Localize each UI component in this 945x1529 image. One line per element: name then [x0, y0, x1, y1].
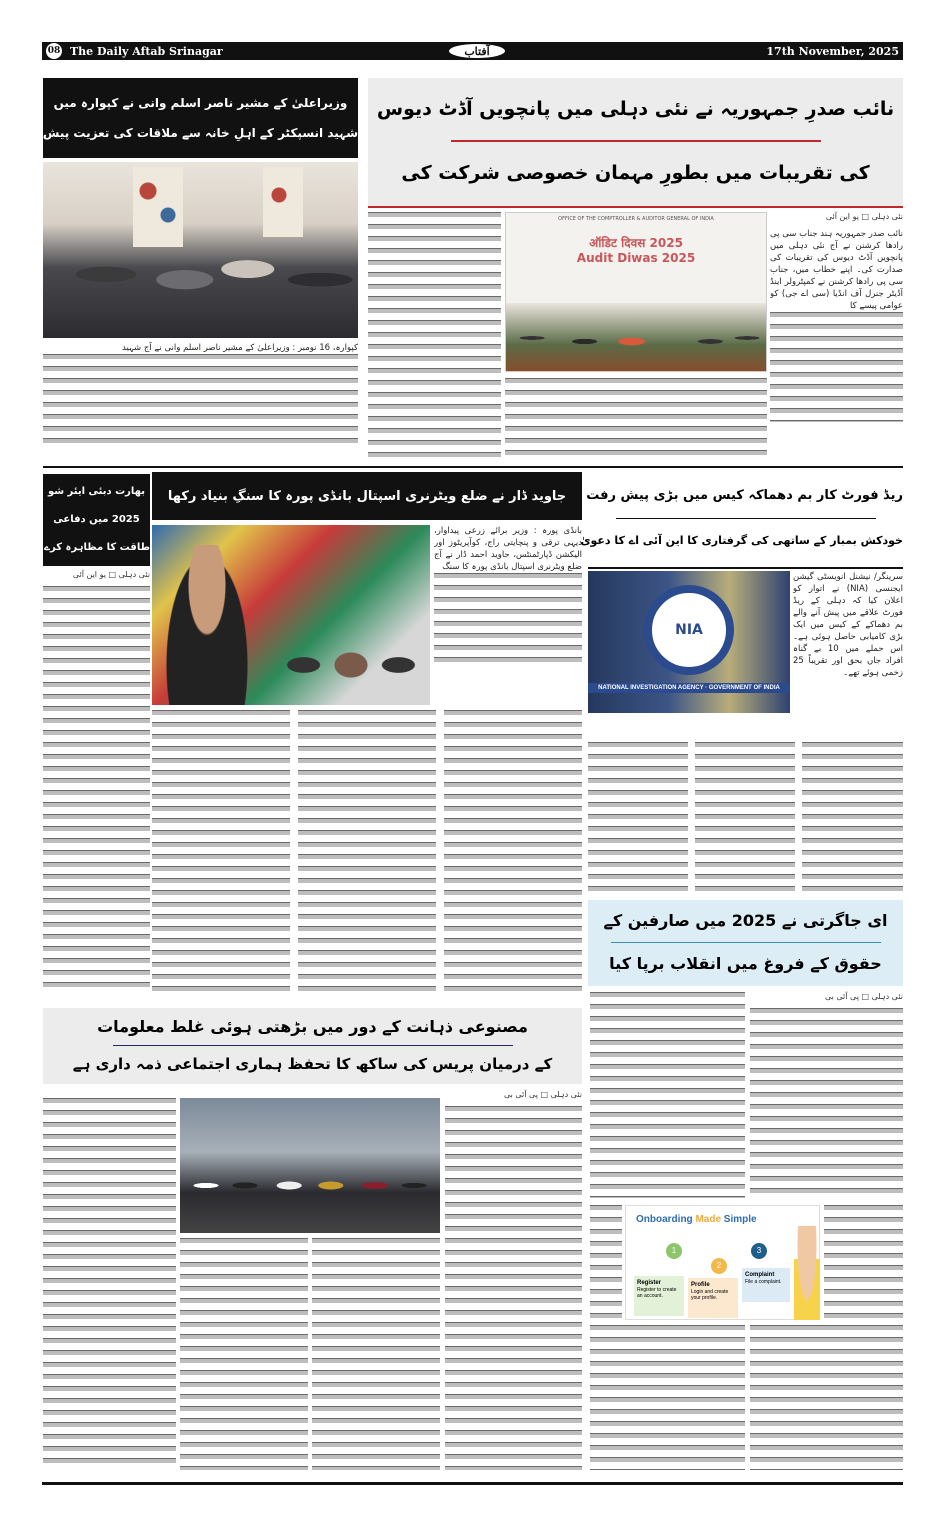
onboarding-graphic — [625, 1205, 820, 1320]
headline-line: وزیراعلیٰ کے مشیر ناصر اسلم وانی نے کپوارہ میں — [53, 96, 348, 110]
story6-byline — [750, 992, 903, 1004]
story2-body-col3 — [505, 378, 767, 462]
page-bottom-rule — [42, 1482, 903, 1485]
step-register — [634, 1276, 684, 1316]
step-number: 2 — [711, 1258, 727, 1274]
step-label: Profile — [691, 1282, 710, 1288]
story7-body-col4 — [312, 1238, 440, 1470]
step-number: 1 — [666, 1243, 682, 1259]
step-desc: Register to create an account. — [637, 1287, 677, 1299]
story7-byline — [445, 1090, 582, 1102]
story7-body-col3 — [180, 1238, 308, 1470]
paper-logo: آفتاب — [447, 42, 507, 60]
headline-line: جاوید ڈار نے ضلع ویٹرنری اسپتال بانڈی پورہ کا سنگِ بنیاد رکھا — [167, 488, 567, 504]
headline-line: ای جاگرتی نے 2025 میں صارفین کے — [603, 911, 888, 930]
foundation-stone-photo — [152, 525, 430, 705]
step-complaint — [742, 1268, 790, 1302]
story6-body-col2 — [590, 992, 745, 1198]
step-label: Register — [637, 1280, 662, 1286]
photo-title-english: Audit Diwas 2025 — [576, 251, 696, 265]
photo-title-hindi: ऑडिट दिवस 2025 — [589, 236, 683, 250]
story7-headline — [43, 1008, 582, 1084]
divider — [588, 567, 903, 569]
masthead-bar — [42, 42, 903, 60]
graphic-title: Made — [695, 1214, 722, 1225]
byline-text: نئی دہلی □ یو این آئی — [72, 570, 150, 579]
story5-body-col3 — [695, 742, 795, 894]
headline-line: مصنوعی ذہانت کے دور میں بڑھتی ہوئی غلط معلومات — [97, 1017, 528, 1036]
graphic-title: Simple — [723, 1214, 757, 1225]
nia-image — [588, 571, 790, 713]
story5-body-col1 — [793, 571, 903, 737]
story4-body-col3 — [298, 710, 436, 995]
story6-body-col1 — [750, 1008, 903, 1198]
nia-seal — [644, 585, 734, 675]
story3-body — [43, 586, 150, 994]
section-divider — [43, 466, 903, 468]
headline-line: ریڈ فورٹ کار بم دھماکہ کیس میں بڑی پیش رفت — [586, 488, 903, 503]
story4-body-col2 — [152, 710, 290, 995]
story3-headline — [31, 474, 150, 566]
photo-banner-text: OFFICE OF THE COMPTROLLER & AUDITOR GENERAL OF INDIA — [558, 216, 714, 222]
story6-body-col1-wrap — [824, 1205, 903, 1320]
story4-headline — [152, 472, 582, 520]
headline-line: شہید انسپکٹر کے اہلِ خانہ سے ملاقات کی تعزیت پیش کی — [19, 126, 358, 140]
headline-line: بھارت دبئی ایئر شو — [47, 486, 146, 497]
story4-lead: بانڈی پورہ : وزیر برائے زرعی پیداوار، دیہی ترقی و پنچایتی راج، کوآپریٹوز اور الیکشن ڈپارٹمنٹس، جاوید احمد ڈار نے آج ضلع ویٹرنری اسپتال بانڈی پورہ کا سنگ — [434, 526, 582, 572]
step-profile — [688, 1278, 738, 1318]
mascot-illustration — [794, 1226, 820, 1320]
story2-lead: نائب صدر جمہوریہ ہند جناب سی پی رادھا کرشنن نے آج نئی دہلی میں پانچویں آڈٹ دیوس کی تقریبات کی صدارت کی۔ اپنے خطاب میں، جناب سی پی رادھا کرشنن نے کمپٹرولر اینڈ آڈیٹر جنرل آف انڈیا (سی اے جی) کو عوامی پیسے کا — [770, 229, 903, 311]
condolence-photo — [43, 162, 358, 338]
story2-body-col1 — [770, 228, 903, 462]
headline-line: نائب صدرِ جمہوریہ نے نئی دہلی میں پانچویں آڈٹ دیوس — [376, 98, 895, 120]
story1-headline — [19, 78, 358, 158]
story6-body-wrap — [590, 1205, 622, 1320]
story6-body-col1-end — [750, 1325, 903, 1470]
story1-body — [43, 342, 358, 462]
step-desc: File a complaint. — [745, 1279, 782, 1285]
page-number: 08 — [46, 43, 62, 59]
nia-seal-text: NIA — [675, 622, 703, 638]
headline-line: طاقت کا مظاہرہ کرے گا — [31, 542, 150, 553]
headline-line: 2025 میں دفاعی — [53, 514, 140, 525]
story3-byline — [43, 570, 150, 582]
story2-byline — [770, 212, 903, 224]
story6-body-col3 — [590, 1325, 745, 1470]
nia-seal-ring-text: NATIONAL INVESTIGATION AGENCY · GOVERNMENT OF INDIA — [588, 683, 790, 693]
step-number: 3 — [751, 1243, 767, 1259]
story5-lead: سرینگر/ نیشنل انویسٹی گیشن ایجنسی (NIA) نے اتوار کو اعلان کیا کہ دہلی کے ریڈ فورٹ علاقے میں پیش آنے والے بم دھماکے کے کیس میں ایک بڑی کامیابی حاصل ہوئی ہے۔ اس حملے میں 10 بے گناہ افراد جاں بحق اور تقریباً 25 زخمی ہوئے تھے۔ — [793, 572, 903, 678]
story5-body-col2 — [588, 742, 688, 894]
story2-body-col2 — [368, 212, 501, 462]
audit-diwas-photo — [505, 212, 767, 372]
headline-line: کے درمیان پریس کی ساکھ کا تحفظ ہماری اجتماعی ذمہ داری ہے — [72, 1055, 553, 1073]
story4-body-col4 — [444, 710, 582, 995]
headline-line: خودکش بمبار کے ساتھی کی گرفتاری کا این آئی اے کا دعویٰ — [580, 534, 903, 547]
story7-body-col1 — [445, 1106, 582, 1470]
issue-date: 17th November, 2025 — [766, 44, 899, 58]
graphic-title: Onboarding — [636, 1214, 693, 1225]
headline-line: کی تقریبات میں بطورِ مہمان خصوصی شرکت کی — [401, 162, 870, 184]
story5-headline — [580, 474, 903, 566]
story1-lead: کپوارہ، 16 نومبر : وزیراعلیٰ کے مشیر ناصر اسلم وانی نے آج شہید — [122, 343, 358, 353]
byline-text: نئی دہلی □ پی آئی بی — [824, 992, 903, 1001]
story5-body-col4 — [802, 742, 903, 894]
story7-body-col2 — [43, 1098, 176, 1470]
step-desc: Login and create your profile. — [691, 1289, 729, 1301]
story4-body-col1 — [434, 525, 582, 705]
paper-name: The Daily Aftab Srinagar — [70, 44, 223, 58]
headline-line: حقوق کے فروغ میں انقلاب برپا کیا — [609, 954, 882, 973]
step-label: Complaint — [745, 1272, 775, 1278]
story2-headline — [368, 78, 903, 208]
press-day-photo — [180, 1098, 440, 1233]
byline-text: نئی دہلی □ یو این آئی — [825, 212, 903, 221]
byline-text: نئی دہلی □ پی آئی بی — [503, 1090, 582, 1099]
story6-headline — [588, 900, 903, 986]
